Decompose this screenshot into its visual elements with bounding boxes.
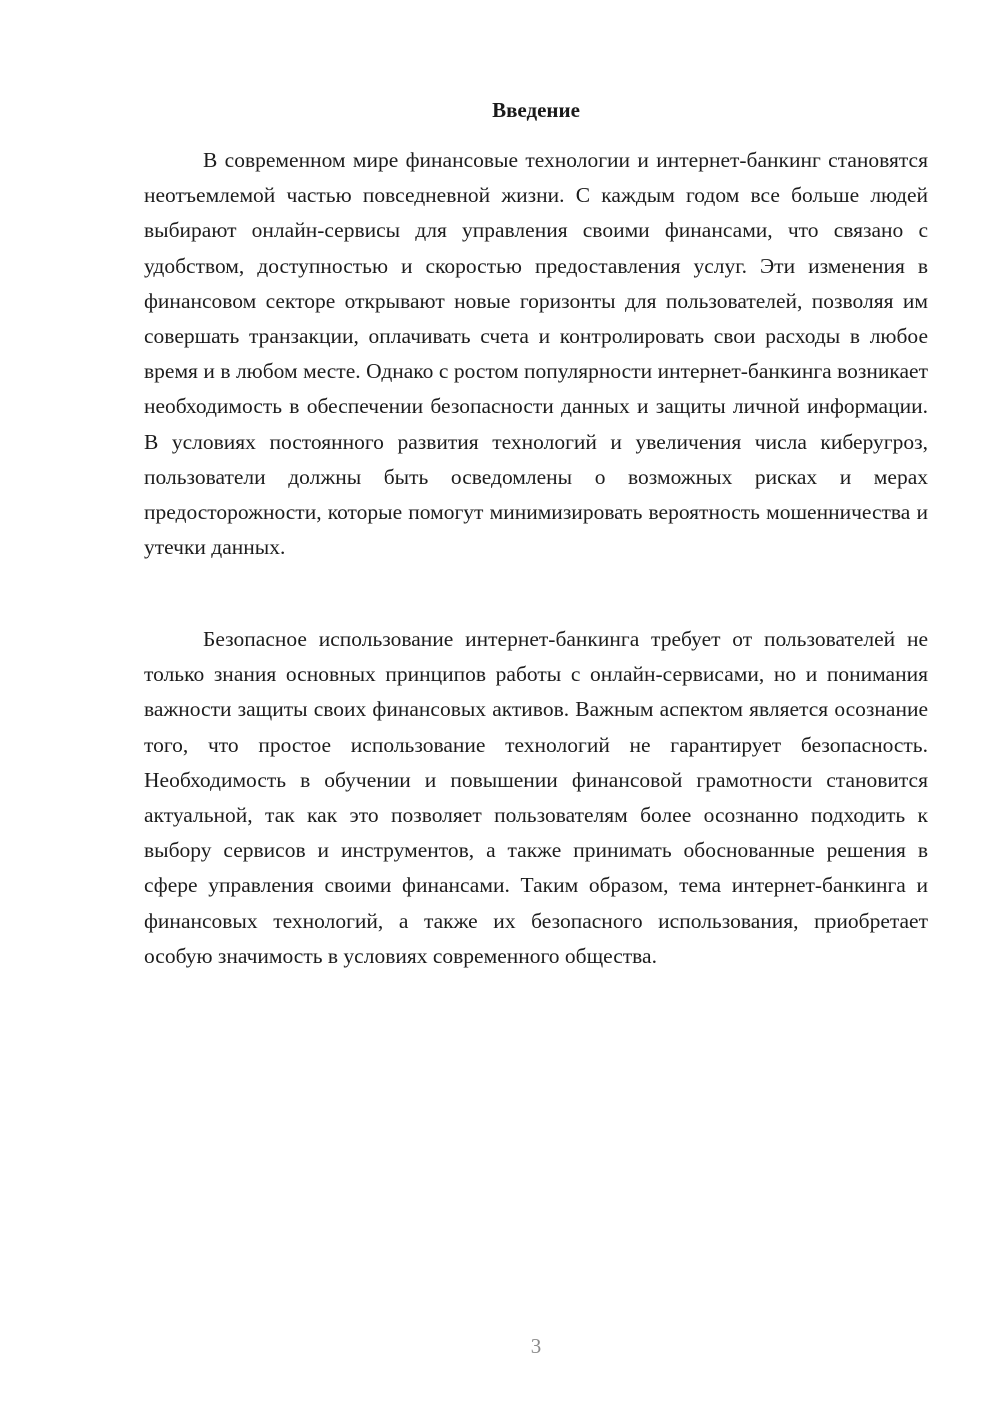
body-paragraph-1: В современном мире финансовые технологии и интернет-банкинг становятся неотъемлемой частью повседневной жизни. С каждым годом все больше людей выбирают онлайн-сервисы для управления своими финансами, что связано с удобством, доступностью и скоростью предоставления услуг. Эти изменения в финансовом секторе открывают новые горизонты для пользователей, позволяя им совершать транзакции, оплачивать счета и контролировать свои расходы в любое время и в любом месте. Однако с ростом популярности интернет-банкинга возникает необходимость в обеспечении безопасности данных и защиты личной информации. В условиях постоянного развития технологий и увеличения числа киберугроз, пользователи должны быть осведомлены о возможных рисках и мерах предосторожности, которые помогут минимизировать вероятность мошенничества и утечки данных. [144, 148, 928, 560]
section-heading: Введение [492, 98, 580, 122]
body-paragraph-2: Безопасное использование интернет-банкинга требует от пользователей не только знания основных принципов работы с онлайн-сервисами, но и понимания важности защиты своих финансовых активов. Важным аспектом является осознание того, что простое использование технологий не гарантирует безопасность. Необходимость в обучении и повышении финансовой грамотности становится актуальной, так как это позволяет пользователям более осознанно подходить к выбору сервисов и инструментов, а также принимать обоснованные решения в сфере управления своими финансами. Таким образом, тема интернет-банкинга и финансовых технологий, а также их безопасного использования, приобретает особую значимость в условиях современного общества. [144, 627, 928, 968]
page-number: 3 [530, 1334, 542, 1358]
